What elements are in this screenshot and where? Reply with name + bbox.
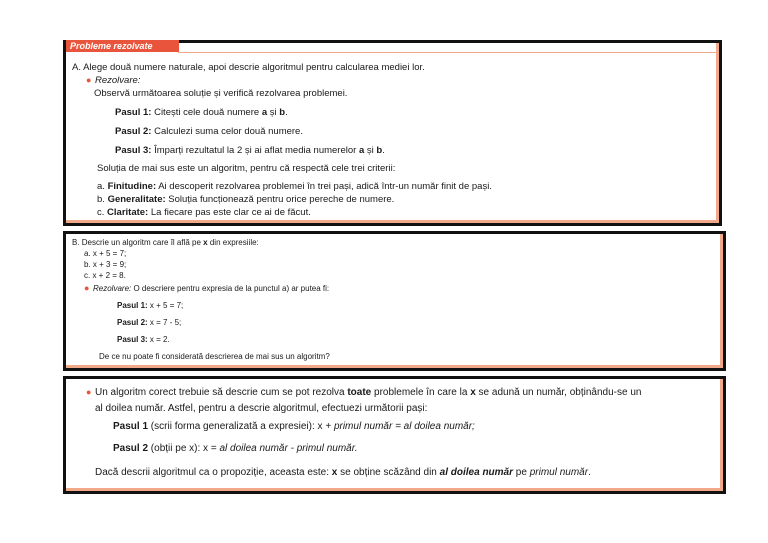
bullet-icon: ● bbox=[84, 283, 90, 293]
section-a-step-2: Pasul 2: Calculezi suma celor două numere. bbox=[115, 126, 303, 137]
section-a-observe: Observă următoarea soluție și verifică rezolvarea problemei. bbox=[94, 88, 348, 99]
section-tag: Probleme rezolvate bbox=[66, 40, 179, 52]
section-b-rezolvare: ● Rezolvare: O descriere pentru expresia de la punctul a) ar putea fi: bbox=[84, 283, 330, 293]
section-a-step-3: Pasul 3: Împarți rezultatul la 2 și ai aflat media numerelor a și b. bbox=[115, 145, 385, 156]
section-c-step-1: Pasul 1 (scrii forma generalizată a expresiei): x + primul număr = al doilea număr; bbox=[113, 421, 475, 432]
criterion-a: a. Finitudine: Ai descoperit rezolvarea problemei în trei pași, adică într-un număr finit de pași. bbox=[97, 181, 492, 192]
section-a-criteria-intro: Soluția de mai sus este un algoritm, pentru că respectă cele trei criterii: bbox=[97, 163, 396, 174]
expr-b: b. x + 3 = 9; bbox=[84, 260, 127, 269]
section-c-step-2: Pasul 2 (obții pe x): x = al doilea număr - primul număr. bbox=[113, 443, 358, 454]
criterion-b: b. Generalitate: Soluția funcționează pentru orice pereche de numere. bbox=[97, 194, 395, 205]
section-c-line-1: ● Un algoritm corect trebuie să descrie cum se pot rezolva toate problemele în care la x se adună un număr, obținându-se un bbox=[86, 387, 642, 398]
section-c-final: Dacă descrii algoritmul ca o propoziție, aceasta este: x se obține scăzând din al doilea număr pe primul număr. bbox=[95, 467, 591, 478]
section-a-step-1: Pasul 1: Citești cele două numere a și b. bbox=[115, 107, 288, 118]
section-a-rezolvare: ● Rezolvare: bbox=[86, 75, 141, 86]
tag-rule bbox=[178, 52, 716, 53]
section-b-intro: B. Descrie un algoritm care îl află pe x din expresiile: bbox=[72, 238, 259, 247]
bullet-icon: ● bbox=[86, 387, 92, 397]
section-c-line-2: al doilea număr. Astfel, pentru a descrie algoritmul, efectuezi următorii pași: bbox=[95, 403, 428, 414]
criterion-c: c. Claritate: La fiecare pas este clar ce ai de făcut. bbox=[97, 207, 311, 218]
expr-a: a. x + 5 = 7; bbox=[84, 249, 127, 258]
expr-c: c. x + 2 = 8. bbox=[84, 271, 126, 280]
bullet-icon: ● bbox=[86, 75, 92, 85]
section-b-step-1: Pasul 1: x + 5 = 7; bbox=[117, 301, 184, 310]
section-a-intro: A. Alege două numere naturale, apoi descrie algoritmul pentru calcularea mediei lor. bbox=[72, 62, 425, 73]
section-b-step-2: Pasul 2: x = 7 - 5; bbox=[117, 318, 182, 327]
section-b-question: De ce nu poate fi considerată descrierea de mai sus un algoritm? bbox=[99, 352, 330, 361]
section-b-step-3: Pasul 3: x = 2. bbox=[117, 335, 170, 344]
